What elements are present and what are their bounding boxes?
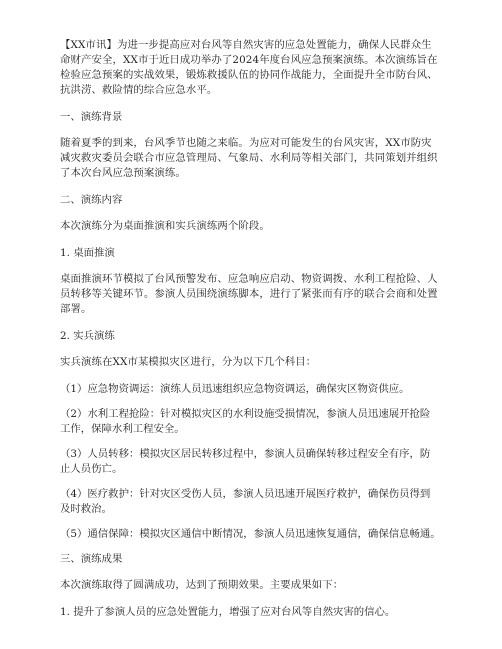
tabletop-line: 员转移等关键环节。参演人员围绕演练脚本，进行了紧张而有序的联合会商和处置 — [60, 288, 438, 300]
result-item: 1. 提升了参演人员的应急处置能力，增强了应对台风等自然灾害的信心。 — [60, 606, 396, 618]
section-heading-results: 三、演练成果 — [60, 553, 123, 565]
background-line: 减灾救灾委员会联合市应急管理局、气象局、水利局等相关部门，共同策划并组织 — [60, 152, 438, 164]
subheading-field-drill: 2. 实兵演练 — [60, 330, 115, 342]
intro-line: 抗洪涝、救险情的综合应急水平。 — [60, 84, 218, 96]
intro-line: 命财产安全，XX市于近日成功举办了2024年度台风应急预案演练。本次演练旨在 — [60, 54, 438, 66]
list-item: （5）通信保障：模拟灾区通信中断情况，参演人员迅速恢复通信，确保信息畅通。 — [60, 528, 441, 540]
list-item-line: 止人员伤亡。 — [60, 463, 123, 475]
tabletop-paragraph — [60, 272, 444, 317]
intro-line: 检验应急预案的实战效果，锻炼救援队伍的协同作战能力，全面提升全市防台风、 — [60, 69, 438, 81]
list-item — [60, 487, 444, 517]
intro-line: 【XX市讯】为进一步提高应对台风等自然灾害的应急处置能力，确保人民群众生 — [60, 39, 432, 51]
tabletop-line: 桌面推演环节模拟了台风预警发布、应急响应启动、物资调拨、水利工程抢险、人 — [60, 273, 438, 285]
background-line: 随着夏季的到来，台风季节也随之来临。为应对可能发生的台风灾害，XX市防灾 — [60, 137, 432, 149]
content-intro: 本次演练分为桌面推演和实兵演练两个阶段。 — [60, 220, 270, 232]
background-paragraph — [60, 136, 444, 181]
section-heading-content: 二、演练内容 — [60, 194, 123, 206]
intro-paragraph — [60, 38, 444, 98]
field-drill-intro: 实兵演练在XX市某模拟灾区进行，分为以下几个科目： — [60, 356, 317, 368]
subheading-tabletop: 1. 桌面推演 — [60, 247, 115, 259]
section-heading-background: 一、演练背景 — [60, 111, 123, 123]
tabletop-line: 部署。 — [60, 303, 92, 315]
background-line: 了本次台风应急预案演练。 — [60, 167, 186, 179]
list-item-line: （4）医疗救护：针对灾区受伤人员，参演人员迅速开展医疗救护，确保伤员得到 — [60, 488, 431, 500]
list-item-line: 及时救治。 — [60, 503, 112, 515]
list-item — [60, 407, 444, 437]
list-item-line: （3）人员转移：模拟灾区居民转移过程中，参演人员确保转移过程安全有序，防 — [60, 448, 431, 460]
list-item — [60, 447, 444, 477]
results-intro: 本次演练取得了圆满成功，达到了预期效果。主要成果如下： — [60, 579, 344, 591]
list-item-line: 工作，保障水利工程安全。 — [60, 423, 185, 435]
list-item: （1）应急物资调运：演练人员迅速组织应急物资调运，确保灾区物资供应。 — [60, 383, 410, 395]
list-item-line: （2）水利工程抢险：针对模拟灾区的水利设施受损情况，参演人员迅速展开抢险 — [60, 408, 431, 420]
